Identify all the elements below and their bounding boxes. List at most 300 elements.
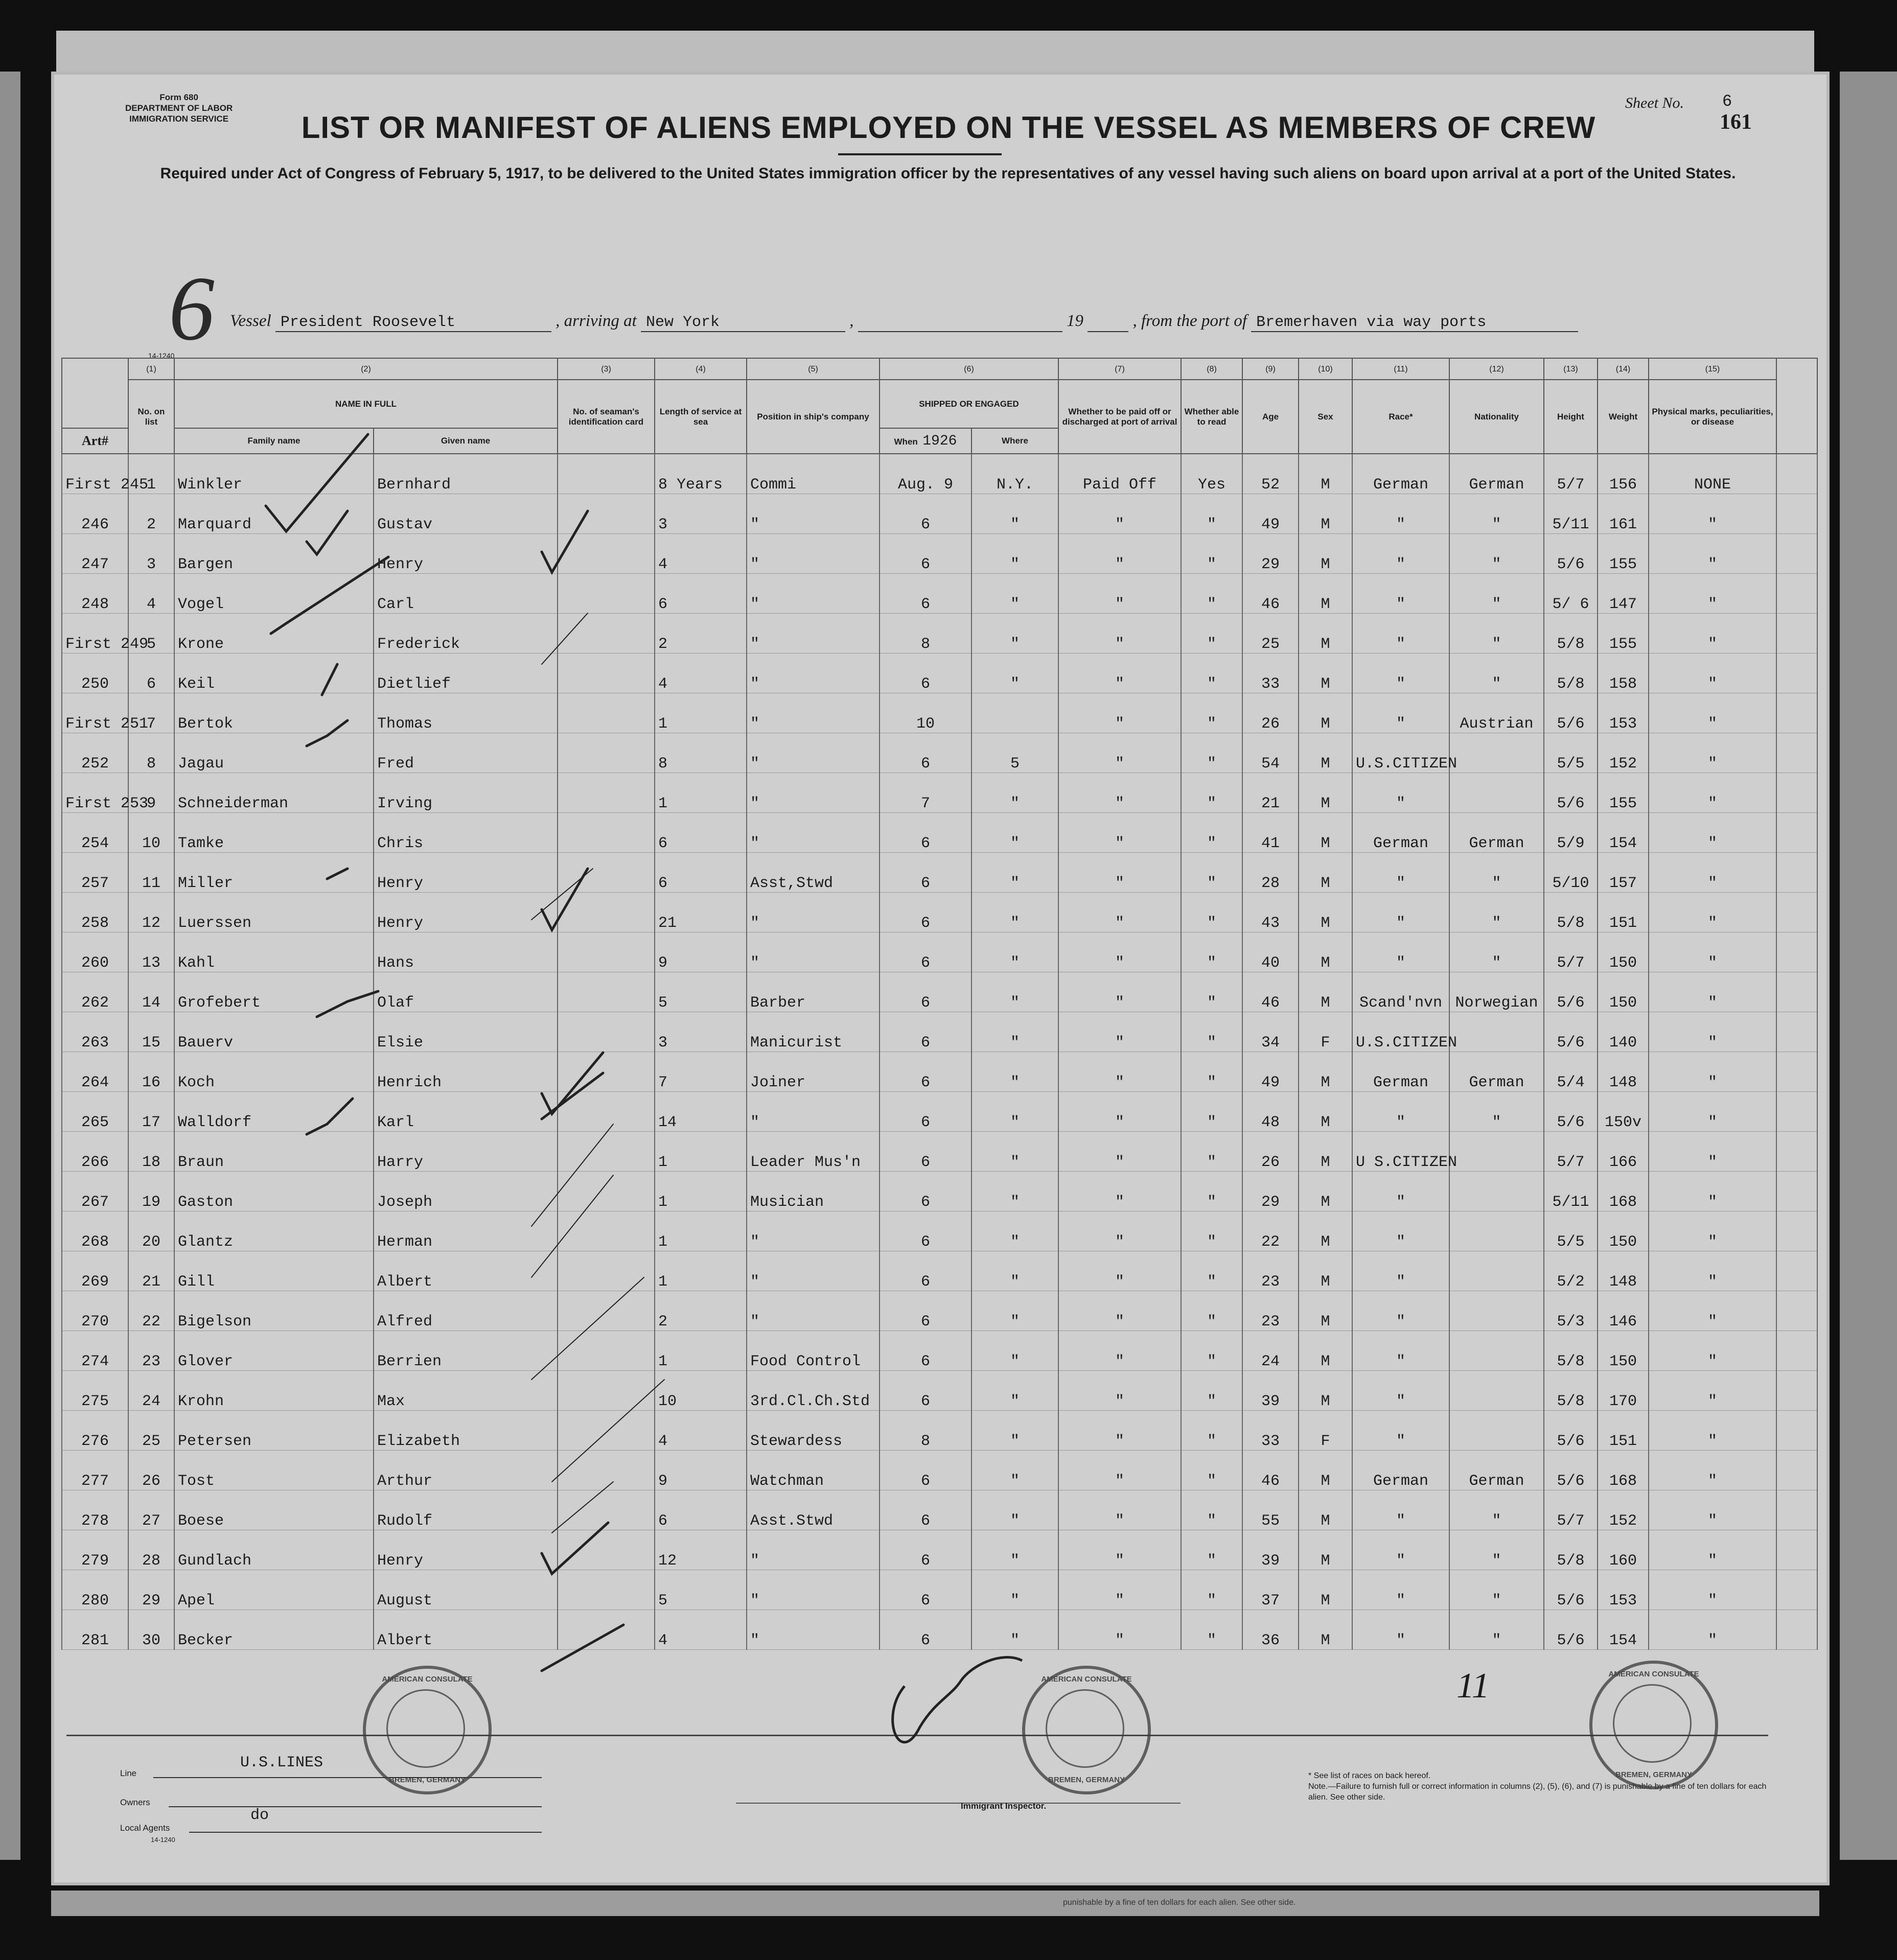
sex-cell: M (1299, 494, 1352, 534)
shipped-when-cell: 6 (880, 534, 971, 574)
race-cell: " (1352, 1411, 1449, 1451)
sex-cell: M (1299, 893, 1352, 932)
list-number-cell: 14 (128, 972, 174, 1012)
family-name-cell: Winkler (174, 454, 374, 494)
nationality-cell: " (1449, 654, 1544, 693)
able-to-read-cell: Yes (1181, 454, 1242, 494)
list-number-cell: 23 (128, 1331, 174, 1371)
sex-cell: M (1299, 1610, 1352, 1650)
sex-cell: M (1299, 932, 1352, 972)
position-cell: " (747, 733, 880, 773)
list-number-cell: 1 (128, 454, 174, 494)
weight-cell: 168 (1598, 1451, 1649, 1490)
age-cell: 23 (1242, 1251, 1299, 1291)
paid-off-cell: " (1058, 1530, 1181, 1570)
shipped-when-cell: 6 (880, 932, 971, 972)
able-to-read-cell: " (1181, 972, 1242, 1012)
shipped-when-cell: 6 (880, 1052, 971, 1092)
header-paid-off: Whether to be paid off or discharged at port of arrival (1058, 380, 1181, 454)
family-name-cell: Vogel (174, 574, 374, 614)
length-of-service-cell: 12 (655, 1530, 747, 1570)
physical-marks-cell: " (1649, 1012, 1776, 1052)
shipped-where-cell: N.Y. (971, 454, 1058, 494)
list-number-cell: 29 (128, 1570, 174, 1610)
position-cell: Asst.Stwd (747, 1490, 880, 1530)
list-number-cell: 17 (128, 1092, 174, 1132)
weight-cell: 154 (1598, 1610, 1649, 1650)
shipped-where-cell: " (971, 494, 1058, 534)
paid-off-cell: " (1058, 1291, 1181, 1331)
race-cell: Scand'nvn (1352, 972, 1449, 1012)
footnote-penalty: Note.—Failure to furnish full or correct information in columns (2), (5), (6), and (7) is punishable by a fine of ten dollars for each alien. See other side. (1308, 1782, 1767, 1802)
weight-cell: 152 (1598, 1490, 1649, 1530)
shipped-where-cell: " (971, 1331, 1058, 1371)
height-cell: 5/8 (1544, 893, 1598, 932)
given-name-cell: Gustav (374, 494, 558, 534)
length-of-service-cell: 14 (655, 1092, 747, 1132)
position-cell: Musician (747, 1172, 880, 1211)
able-to-read-cell: " (1181, 574, 1242, 614)
height-cell: 5/6 (1544, 773, 1598, 813)
nationality-cell: " (1449, 932, 1544, 972)
nationality-cell: " (1449, 1530, 1544, 1570)
length-of-service-cell: 9 (655, 932, 747, 972)
physical-marks-cell: " (1649, 1172, 1776, 1211)
age-cell: 41 (1242, 813, 1299, 853)
race-cell: " (1352, 654, 1449, 693)
weight-cell: 153 (1598, 1570, 1649, 1610)
paid-off-cell: " (1058, 813, 1181, 853)
given-name-cell: Olaf (374, 972, 558, 1012)
height-cell: 5/6 (1544, 693, 1598, 733)
height-cell: 5/9 (1544, 813, 1598, 853)
paid-off-cell: " (1058, 972, 1181, 1012)
age-cell: 26 (1242, 1132, 1299, 1172)
weight-cell: 155 (1598, 534, 1649, 574)
length-of-service-cell: 4 (655, 654, 747, 693)
physical-marks-cell: " (1649, 1490, 1776, 1530)
sex-cell: M (1299, 1251, 1352, 1291)
shipped-where-cell: " (971, 654, 1058, 693)
from-label: , from the port of (1132, 312, 1247, 330)
nationality-cell: " (1449, 1570, 1544, 1610)
list-number-cell: 11 (128, 853, 174, 893)
header-name-in-full: NAME IN FULL (174, 380, 558, 428)
height-cell: 5/7 (1544, 454, 1598, 494)
physical-marks-cell: " (1649, 1570, 1776, 1610)
physical-marks-cell: " (1649, 494, 1776, 534)
age-cell: 33 (1242, 654, 1299, 693)
given-name-cell: Alfred (374, 1291, 558, 1331)
shipped-where-cell: " (971, 534, 1058, 574)
shipped-where-cell: " (971, 1052, 1058, 1092)
height-cell: 5/8 (1544, 654, 1598, 693)
art-number-cell: 268 (62, 1211, 128, 1251)
paid-off-cell: " (1058, 1411, 1181, 1451)
sex-cell: M (1299, 1331, 1352, 1371)
age-cell: 48 (1242, 1092, 1299, 1132)
age-cell: 26 (1242, 693, 1299, 733)
length-of-service-cell: 5 (655, 972, 747, 1012)
list-number-cell: 19 (128, 1172, 174, 1211)
shipped-where-cell: 5 (971, 733, 1058, 773)
list-number-cell: 25 (128, 1411, 174, 1451)
able-to-read-cell: " (1181, 813, 1242, 853)
shipped-where-cell: " (971, 1490, 1058, 1530)
paid-off-cell: " (1058, 1331, 1181, 1371)
height-cell: 5/6 (1544, 1092, 1598, 1132)
header-col-4: (4) (655, 358, 747, 380)
art-number-cell: 247 (62, 534, 128, 574)
shipped-where-cell: " (971, 932, 1058, 972)
document-subtitle: Required under Act of Congress of February 5, 1917, to be delivered to the United States immigration officer by the representatives of any vessel having such aliens on board upon arrival at a port of the United States. (160, 165, 1736, 182)
header-year: 1926 (922, 433, 957, 449)
able-to-read-cell: " (1181, 1092, 1242, 1132)
art-number-cell: 280 (62, 1570, 128, 1610)
race-cell: " (1352, 1092, 1449, 1132)
list-number-cell: 5 (128, 614, 174, 654)
sex-cell: M (1299, 1490, 1352, 1530)
physical-marks-cell: " (1649, 853, 1776, 893)
weight-cell: 150 (1598, 972, 1649, 1012)
race-cell: " (1352, 1610, 1449, 1650)
given-name-cell: Fred (374, 733, 558, 773)
shipped-where-cell: " (971, 853, 1058, 893)
sex-cell: M (1299, 1132, 1352, 1172)
weight-cell: 146 (1598, 1291, 1649, 1331)
race-cell: " (1352, 614, 1449, 654)
shipped-where-cell: " (971, 1092, 1058, 1132)
length-of-service-cell: 1 (655, 1331, 747, 1371)
given-name-cell: Henry (374, 534, 558, 574)
shipped-when-cell: 6 (880, 1172, 971, 1211)
given-name-cell: Max (374, 1371, 558, 1411)
sheet-label: Sheet No. (1625, 95, 1684, 111)
weight-cell: 150v (1598, 1092, 1649, 1132)
shipped-where-cell: " (971, 1291, 1058, 1331)
given-name-cell: Arthur (374, 1451, 558, 1490)
position-cell: Stewardess (747, 1411, 880, 1451)
race-cell: German (1352, 1451, 1449, 1490)
art-number-cell: 276 (62, 1411, 128, 1451)
position-cell: " (747, 1291, 880, 1331)
height-cell: 5/6 (1544, 972, 1598, 1012)
line-label: Line (120, 1768, 137, 1778)
shipped-where-cell: " (971, 813, 1058, 853)
sex-cell: M (1299, 773, 1352, 813)
list-number-cell: 27 (128, 1490, 174, 1530)
height-cell: 5/3 (1544, 1291, 1598, 1331)
position-cell: " (747, 893, 880, 932)
nationality-cell: " (1449, 534, 1544, 574)
length-of-service-cell: 2 (655, 1291, 747, 1331)
physical-marks-cell: " (1649, 1251, 1776, 1291)
able-to-read-cell: " (1181, 534, 1242, 574)
physical-marks-cell: " (1649, 773, 1776, 813)
shipped-when-cell: 6 (880, 1251, 971, 1291)
length-of-service-cell: 5 (655, 1570, 747, 1610)
age-cell: 34 (1242, 1012, 1299, 1052)
paid-off-cell: " (1058, 733, 1181, 773)
footer-form-code: 14-1240 (151, 1836, 175, 1844)
sex-cell: M (1299, 813, 1352, 853)
able-to-read-cell: " (1181, 1490, 1242, 1530)
position-cell: " (747, 494, 880, 534)
given-name-cell: Harry (374, 1132, 558, 1172)
position-cell: " (747, 534, 880, 574)
age-cell: 29 (1242, 1172, 1299, 1211)
family-name-cell: Walldorf (174, 1092, 374, 1132)
family-name-cell: Gaston (174, 1172, 374, 1211)
paid-off-cell: " (1058, 1211, 1181, 1251)
age-cell: 37 (1242, 1570, 1299, 1610)
list-number-cell: 3 (128, 534, 174, 574)
height-cell: 5/5 (1544, 733, 1598, 773)
header-col-1: (1) (128, 358, 174, 380)
height-cell: 5/7 (1544, 1132, 1598, 1172)
shipped-when-cell: 7 (880, 773, 971, 813)
header-race: Race* (1352, 380, 1449, 454)
shipped-when-cell: Aug. 9 (880, 454, 971, 494)
physical-marks-cell: " (1649, 1132, 1776, 1172)
weight-cell: 156 (1598, 454, 1649, 494)
list-number-cell: 15 (128, 1012, 174, 1052)
paid-off-cell: " (1058, 1052, 1181, 1092)
race-cell: " (1352, 1570, 1449, 1610)
given-name-cell: Henry (374, 853, 558, 893)
header-physical: Physical marks, peculiarities, or disease (1649, 380, 1776, 454)
shipped-when-cell: 6 (880, 1451, 971, 1490)
given-name-cell: Chris (374, 813, 558, 853)
age-cell: 39 (1242, 1530, 1299, 1570)
list-number-cell: 30 (128, 1610, 174, 1650)
paid-off-cell: " (1058, 1451, 1181, 1490)
given-name-cell: Joseph (374, 1172, 558, 1211)
weight-cell: 150 (1598, 932, 1649, 972)
able-to-read-cell: " (1181, 773, 1242, 813)
sex-cell: M (1299, 733, 1352, 773)
family-name-cell: Kahl (174, 932, 374, 972)
position-cell: Food Control (747, 1331, 880, 1371)
height-cell: 5/ 6 (1544, 574, 1598, 614)
race-cell: German (1352, 454, 1449, 494)
arriving-label: , arriving at (556, 312, 637, 330)
shipped-where-cell: " (971, 1610, 1058, 1650)
length-of-service-cell: 1 (655, 1132, 747, 1172)
family-name-cell: Petersen (174, 1411, 374, 1451)
shipped-where-cell: " (971, 893, 1058, 932)
family-name-cell: Tost (174, 1451, 374, 1490)
list-number-cell: 8 (128, 733, 174, 773)
physical-marks-cell: " (1649, 1052, 1776, 1092)
given-name-cell: Irving (374, 773, 558, 813)
race-cell: U S.CITIZEN (1352, 1132, 1449, 1172)
race-cell: U.S.CITIZEN (1352, 1012, 1449, 1052)
able-to-read-cell: " (1181, 654, 1242, 693)
handwritten-count: 11 (1456, 1666, 1490, 1706)
length-of-service-cell: 3 (655, 1012, 747, 1052)
weight-cell: 155 (1598, 773, 1649, 813)
document-title: LIST OR MANIFEST OF ALIENS EMPLOYED ON THE VESSEL AS MEMBERS OF CREW (301, 110, 1596, 145)
family-name-cell: Koch (174, 1052, 374, 1092)
sex-cell: F (1299, 1411, 1352, 1451)
art-number-cell: 265 (62, 1092, 128, 1132)
list-number-cell: 20 (128, 1211, 174, 1251)
age-cell: 28 (1242, 853, 1299, 893)
shipped-when-cell: 6 (880, 733, 971, 773)
art-number-cell: 263 (62, 1012, 128, 1052)
able-to-read-cell: " (1181, 1052, 1242, 1092)
able-to-read-cell: " (1181, 1172, 1242, 1211)
weight-cell: 151 (1598, 1411, 1649, 1451)
age-cell: 43 (1242, 893, 1299, 932)
weight-cell: 157 (1598, 853, 1649, 893)
art-number-cell: First 253 (62, 773, 128, 813)
owners-label: Owners (120, 1798, 150, 1807)
paid-off-cell: " (1058, 1371, 1181, 1411)
physical-marks-cell: " (1649, 574, 1776, 614)
able-to-read-cell: " (1181, 1012, 1242, 1052)
shipped-where-cell: " (971, 1570, 1058, 1610)
header-able-read: Whether able to read (1181, 380, 1242, 454)
given-name-cell: Rudolf (374, 1490, 558, 1530)
vessel-label: Vessel (230, 312, 271, 330)
given-name-cell: Bernhard (374, 454, 558, 494)
paid-off-cell: " (1058, 893, 1181, 932)
age-cell: 40 (1242, 932, 1299, 972)
length-of-service-cell: 1 (655, 693, 747, 733)
header-weight: Weight (1598, 380, 1649, 454)
family-name-cell: Jagau (174, 733, 374, 773)
shipped-when-cell: 10 (880, 693, 971, 733)
header-family-name: Family name (174, 428, 374, 454)
physical-marks-cell: " (1649, 813, 1776, 853)
shipped-when-cell: 6 (880, 574, 971, 614)
year-label: 19 (1067, 312, 1083, 330)
list-number-cell: 26 (128, 1451, 174, 1490)
nationality-cell: " (1449, 1490, 1544, 1530)
header-col-14: (14) (1598, 358, 1649, 380)
physical-marks-cell: " (1649, 1610, 1776, 1650)
given-name-cell: Carl (374, 574, 558, 614)
art-number-cell: 264 (62, 1052, 128, 1092)
sex-cell: M (1299, 1371, 1352, 1411)
paid-off-cell: " (1058, 614, 1181, 654)
list-number-cell: 21 (128, 1251, 174, 1291)
able-to-read-cell: " (1181, 1371, 1242, 1411)
age-cell: 49 (1242, 1052, 1299, 1092)
age-cell: 52 (1242, 454, 1299, 494)
header-shipped: SHIPPED OR ENGAGED (880, 380, 1058, 428)
length-of-service-cell: 21 (655, 893, 747, 932)
length-of-service-cell: 1 (655, 1251, 747, 1291)
shipped-when-cell: 6 (880, 972, 971, 1012)
given-name-cell: Dietlief (374, 654, 558, 693)
nationality-cell: " (1449, 1092, 1544, 1132)
art-number-cell: 270 (62, 1291, 128, 1331)
nationality-cell: German (1449, 813, 1544, 853)
age-cell: 46 (1242, 574, 1299, 614)
length-of-service-cell: 6 (655, 853, 747, 893)
weight-cell: 160 (1598, 1530, 1649, 1570)
nationality-cell: Austrian (1449, 693, 1544, 733)
position-cell: " (747, 813, 880, 853)
paid-off-cell: " (1058, 1610, 1181, 1650)
arriving-port: New York (641, 314, 845, 332)
header-id-card: No. of seaman's identification card (558, 380, 655, 454)
handwritten-sheet-number: 6 (169, 258, 215, 359)
family-name-cell: Grofebert (174, 972, 374, 1012)
length-of-service-cell: 4 (655, 1411, 747, 1451)
shipped-when-cell: 6 (880, 1570, 971, 1610)
length-of-service-cell: 8 Years (655, 454, 747, 494)
position-cell: " (747, 614, 880, 654)
paid-off-cell: " (1058, 853, 1181, 893)
consulate-seal-center: AMERICAN CONSULATE BREMEN, GERMANY (1022, 1666, 1151, 1794)
weight-cell: 168 (1598, 1172, 1649, 1211)
physical-marks-cell: " (1649, 1530, 1776, 1570)
given-name-cell: Hans (374, 932, 558, 972)
race-cell: " (1352, 853, 1449, 893)
position-cell: Leader Mus'n (747, 1132, 880, 1172)
race-cell: " (1352, 1490, 1449, 1530)
given-name-cell: Karl (374, 1092, 558, 1132)
list-number-cell: 13 (128, 932, 174, 972)
race-cell: " (1352, 494, 1449, 534)
given-name-cell: Elizabeth (374, 1411, 558, 1451)
race-cell: German (1352, 813, 1449, 853)
sex-cell: M (1299, 534, 1352, 574)
height-cell: 5/6 (1544, 1610, 1598, 1650)
consulate-seal-right: AMERICAN CONSULATE BREMEN, GERMANY (1589, 1661, 1718, 1789)
physical-marks-cell: " (1649, 1211, 1776, 1251)
art-number-cell: First 245 (62, 454, 128, 494)
height-cell: 5/10 (1544, 853, 1598, 893)
age-cell: 46 (1242, 972, 1299, 1012)
able-to-read-cell: " (1181, 1610, 1242, 1650)
header-col-15: (15) (1649, 358, 1776, 380)
physical-marks-cell: " (1649, 693, 1776, 733)
shipped-when-cell: 6 (880, 853, 971, 893)
shipped-when-cell: 6 (880, 1012, 971, 1052)
header-nationality: Nationality (1449, 380, 1544, 454)
shipped-where-cell: " (971, 574, 1058, 614)
position-cell: " (747, 1530, 880, 1570)
nationality-cell: German (1449, 1451, 1544, 1490)
weight-cell: 140 (1598, 1012, 1649, 1052)
family-name-cell: Bauerv (174, 1012, 374, 1052)
race-cell: " (1352, 574, 1449, 614)
nationality-cell: " (1449, 614, 1544, 654)
weight-cell: 148 (1598, 1251, 1649, 1291)
position-cell: " (747, 773, 880, 813)
position-cell: Watchman (747, 1451, 880, 1490)
paid-off-cell: " (1058, 534, 1181, 574)
given-name-cell: August (374, 1570, 558, 1610)
art-number-cell: 252 (62, 733, 128, 773)
given-name-cell: Thomas (374, 693, 558, 733)
header-col-12: (12) (1449, 358, 1544, 380)
family-name-cell: Apel (174, 1570, 374, 1610)
position-cell: " (747, 693, 880, 733)
art-number-cell: 267 (62, 1172, 128, 1211)
header-when: When 1926 (880, 428, 971, 454)
race-cell: " (1352, 534, 1449, 574)
length-of-service-cell: 4 (655, 534, 747, 574)
shipped-where-cell: " (971, 1451, 1058, 1490)
able-to-read-cell: " (1181, 1530, 1242, 1570)
height-cell: 5/2 (1544, 1251, 1598, 1291)
